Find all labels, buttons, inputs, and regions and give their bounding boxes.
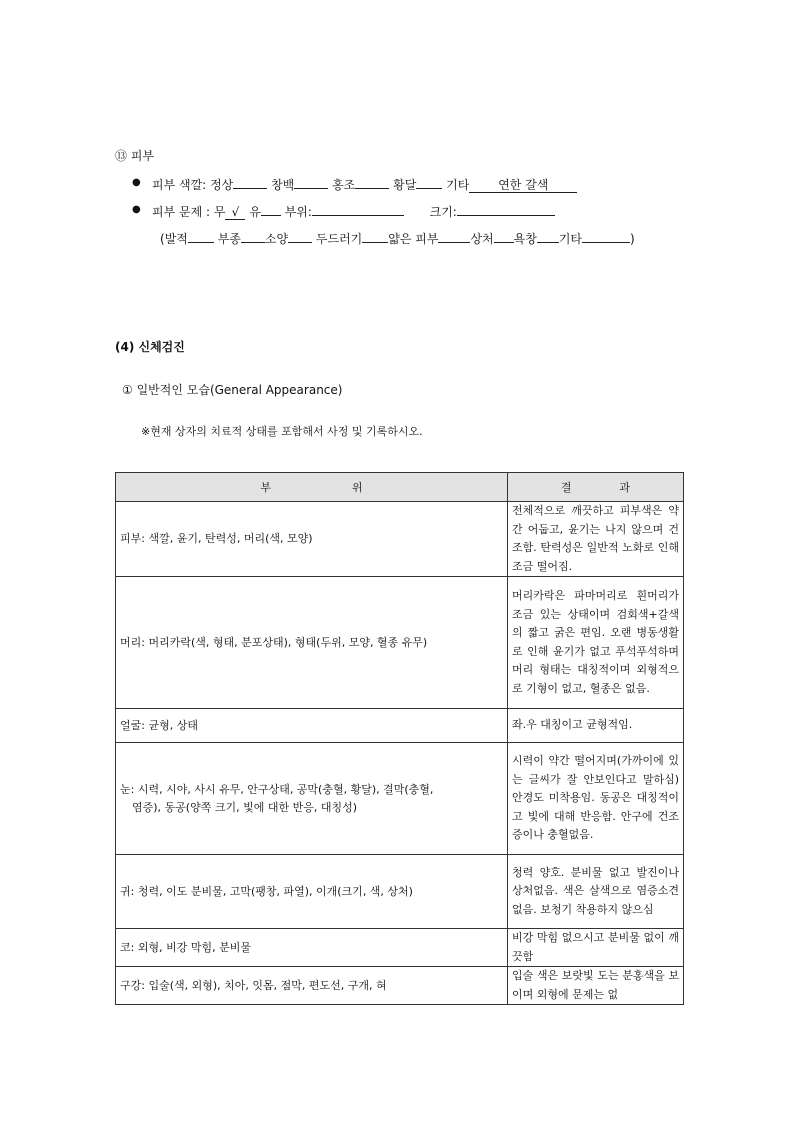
row-part: 머리: 머리카락(색, 형태, 분포상태), 형태(두위, 모양, 혈종 유무): [116, 577, 508, 709]
type-field[interactable]: [582, 228, 630, 243]
table-header: [116, 473, 684, 502]
row-part: [116, 743, 508, 855]
type-label: 두드러기: [315, 232, 363, 246]
row-result: 시력이 약간 떨어지며(가까이에 있는 글씨가 잘 안보인다고 말하심) 안경도 미착용임. 동공은 대칭적이고 빛에 대해 반응함. 안구에 건조증이나 충혈없음.: [508, 743, 684, 855]
row-part-line1: 눈: 시력, 시야, 사시 유무, 안구상태, 공막(충혈, 황달), 결막(충혈,: [120, 782, 434, 796]
header-part: 부 위: [116, 473, 508, 502]
type-label: 욕창: [513, 232, 537, 246]
row-result: 전체적으로 깨끗하고 피부색은 약간 어둡고, 윤기는 나지 않으며 건조함. 탄력성은 일반적 노화로 인해 조금 떨어짐.: [508, 502, 684, 577]
skin-color-label: 피부 색깔:: [152, 178, 207, 192]
row-result: 청력 양호. 분비물 없고 발진이나 상처없음. 색은 살색으로 염증소견 없음. 보청기 착용하지 않으심: [508, 855, 684, 929]
type-label: 얇은 피부: [388, 232, 439, 246]
skin-types-line: [160, 228, 635, 247]
skin-color-line: [152, 174, 577, 193]
bullet-icon: ●: [132, 204, 141, 215]
skin-problem-line: [152, 201, 555, 220]
type-label: 기타: [558, 232, 583, 246]
yes-label: 유: [249, 205, 261, 219]
type-field[interactable]: [188, 228, 214, 243]
skin-color-jaundice-field[interactable]: [416, 174, 442, 189]
type-field[interactable]: [494, 228, 514, 243]
site-label: 부위:: [284, 205, 312, 219]
type-label: 발적: [164, 232, 188, 246]
type-label: 부종: [217, 232, 241, 246]
skin-color-flush-field[interactable]: [355, 174, 389, 189]
table-row: [116, 967, 684, 1005]
type-label: 상처: [470, 232, 494, 246]
row-part: 구강: 입술(색, 외형), 치아, 잇몸, 점막, 편도선, 구개, 혀: [116, 967, 508, 1005]
row-result: 비강 막힘 없으시고 분비물 없이 깨끗함: [508, 929, 684, 967]
instruction-note: ※현재 상자의 치료적 상태를 포함해서 사정 및 기록하시오.: [141, 425, 423, 438]
row-part: 코: 외형, 비강 막힘, 분비물: [116, 929, 508, 967]
open-paren: (: [160, 232, 165, 246]
physical-exam-heading: (4) 신체검진: [115, 340, 185, 354]
table-row: [116, 577, 684, 709]
option-label: 정상: [210, 178, 234, 192]
row-result: 입술 색은 보랏빛 도는 분홍색을 보이며 외형에 문제는 없: [508, 967, 684, 1005]
none-check-field[interactable]: √: [225, 205, 245, 220]
type-field[interactable]: [288, 228, 312, 243]
skin-heading: ⑬ 피부: [115, 149, 154, 163]
yes-check-field[interactable]: [261, 201, 281, 216]
row-part: 귀: 청력, 이도 분비물, 고막(팽창, 파열), 이개(크기, 색, 상처): [116, 855, 508, 929]
skin-color-other-field[interactable]: 연한 갈색: [469, 178, 577, 193]
skin-color-normal-field[interactable]: [233, 174, 267, 189]
table-row: [116, 502, 684, 577]
type-field[interactable]: [537, 228, 559, 243]
type-field[interactable]: [438, 228, 470, 243]
exam-table: [115, 472, 684, 1005]
close-paren: ): [630, 232, 635, 246]
site-field[interactable]: [312, 201, 404, 216]
table-row: [116, 929, 684, 967]
size-label: 크기:: [429, 205, 457, 219]
table-row: [116, 855, 684, 929]
skin-problem-label: 피부 문제 :: [152, 205, 211, 219]
row-result: 좌.우 대칭이고 균형적임.: [508, 709, 684, 743]
option-label: 홍조: [332, 178, 356, 192]
table-row: [116, 709, 684, 743]
general-appearance-heading: ① 일반적인 모습(General Appearance): [122, 383, 343, 397]
row-result: 머리카락은 파마머리로 흰머리가 조금 있는 상태이며 검회색+갈색의 짧고 굵은 편임. 오랜 병동생활로 인해 윤기가 없고 푸석푸석하며 머리 형태는 대칭적이며 외형적으로 기형이 없고, 혈종은 없음.: [508, 577, 684, 709]
bullet-icon: ●: [132, 177, 141, 188]
table-row: [116, 743, 684, 855]
type-label: 소양: [264, 232, 289, 246]
size-field[interactable]: [457, 201, 555, 216]
option-label: 창백: [271, 178, 295, 192]
row-part-line2: 염증), 동공(양쪽 크기, 빛에 대한 반응, 대칭성): [132, 800, 357, 814]
type-field[interactable]: [362, 228, 388, 243]
none-label: 무: [213, 205, 226, 219]
skin-color-pale-field[interactable]: [294, 174, 328, 189]
option-label: 황달: [393, 178, 417, 192]
row-part: 얼굴: 균형, 상태: [116, 709, 508, 743]
header-result: 결 과: [508, 473, 684, 502]
row-part: 피부: 색깔, 윤기, 탄력성, 머리(색, 모양): [116, 502, 508, 577]
type-field[interactable]: [241, 228, 265, 243]
option-label: 기타: [446, 178, 470, 192]
